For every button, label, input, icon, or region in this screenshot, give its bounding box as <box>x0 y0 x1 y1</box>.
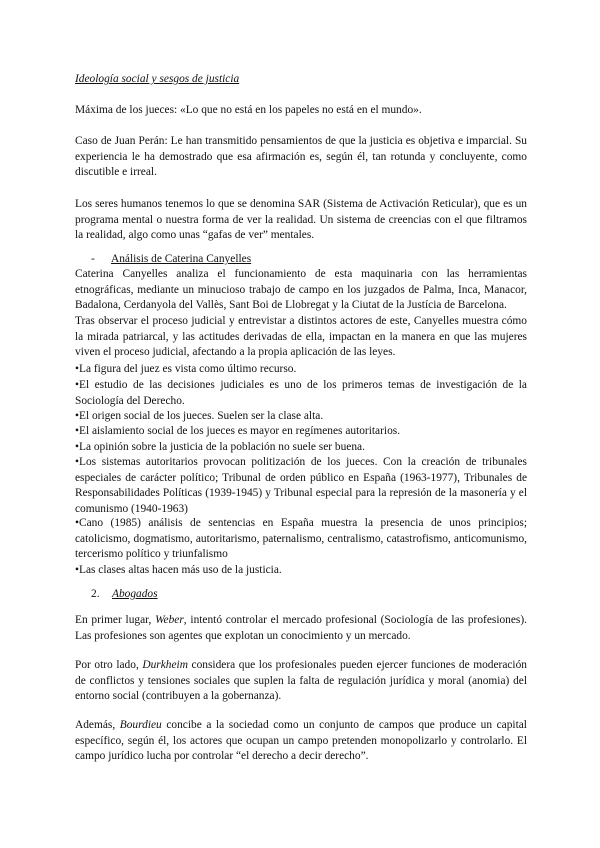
bourdieu-name: Bourdieu <box>119 719 162 731</box>
bullet-item-2: •El estudio de las decisiones judiciales es uno de los primeros temas de investigación de la Sociología del Derecho. <box>75 379 527 407</box>
section2-number: 2. <box>91 588 100 600</box>
bullet-item-5: •La opinión sobre la justicia de la población no suele ser buena. <box>75 441 365 453</box>
bourdieu-paragraph <box>75 718 527 765</box>
durkheim-text-before: Por otro lado, <box>75 659 143 671</box>
canyelles-paragraph-1: Caterina Canyelles analiza el funcionamiento de esta maquinaria con las herramientas etnográficas, mediante un minucioso trabajo de campo en los juzgados de Palma, Inca, Manacor, Badalona, Cerdanyola del Vallès, Sant Boi de Llobregat y la Ciutat de la Justícia de Barcelona. <box>75 268 527 312</box>
bullet-item-6: •Los sistemas autoritarios provocan politización de los jueces. Con la creación de tribunales especiales de carácter político; Tribunal de orden público en España (1963-1977), Tribunales de Responsabilidades Políticas (1939-1945) y Tribunal especial para la represión de la masonería y el comunismo (1940-1963) <box>75 456 527 515</box>
weber-paragraph <box>75 613 527 644</box>
bullet-item-7: •Cano (1985) análisis de sentencias en España muestra la presencia de unos principios; catolicismo, dogmatismo, autoritarismo, paternalismo, centralismo, catastrofismo, anticomunismo, tercerismo político y triunfalismo <box>75 517 527 561</box>
section1-bullet: - <box>91 253 95 265</box>
section2-heading: Abogados <box>112 588 158 600</box>
weber-name: Weber <box>155 614 184 626</box>
canyelles-paragraph-2: Tras observar el proceso judicial y entrevistar a distintos actores de este, Canyelles muestra cómo la mirada patriarcal, y las actitudes derivadas de ella, impactan en la manera en que las mujeres viven el proceso judicial, afectando a la propia aplicación de las leyes. <box>75 315 527 359</box>
durkheim-text-after: considera que los profesionales pueden ejercer funciones de moderación de conflictos y tensiones sociales que suplen la falta de regulación jurídica y moral (anomia) del entorno social (contribuyen a la gobernanza). <box>75 659 527 703</box>
bullet-item-1: •La figura del juez es vista como último recurso. <box>75 363 297 375</box>
document-title: Ideología social y sesgos de justicia <box>75 73 240 85</box>
bourdieu-text-after: concibe a la sociedad como un conjunto de campos que produce un capital específico, según él, los actores que ocupan un campo pretenden monopolizarlo y controlarlo. El campo jurídico lucha por controlar “el derecho a decir derecho”. <box>75 719 527 763</box>
sar-paragraph: Los seres humanos tenemos lo que se denomina SAR (Sistema de Activación Reticular), que es un programa mental o nuestra forma de ver la realidad. Un sistema de creencias con el que filtramos la realidad, algo como unas “gafas de ver” mentales. <box>75 198 527 242</box>
durkheim-paragraph <box>75 658 527 705</box>
weber-text-before: En primer lugar, <box>75 614 156 626</box>
weber-text-after: , intentó controlar el mercado profesional (Sociología de las profesiones). Las profesiones son agentes que explotan un conocimiento y un mercado. <box>75 614 528 642</box>
bullet-item-3: •El origen social de los jueces. Suelen ser la clase alta. <box>75 410 324 422</box>
case-paragraph: Caso de Juan Perán: Le han transmitido pensamientos de que la justicia es objetiva e imparcial. Su experiencia le ha demostrado que esa afirmación es, según él, tan rotunda y concluyente, como discutible e irreal. <box>75 135 527 179</box>
maxim-paragraph: Máxima de los jueces: «Lo que no está en los papeles no está en el mundo». <box>75 104 422 116</box>
bullet-item-4: •El aislamiento social de los jueces es mayor en regímenes autoritarios. <box>75 425 401 437</box>
bullet-item-8: •Las clases altas hacen más uso de la justicia. <box>75 564 282 576</box>
bourdieu-text-before: Además, <box>75 719 120 731</box>
section1-heading: Análisis de Caterina Canyelles <box>111 253 252 265</box>
durkheim-name: Durkheim <box>142 659 188 671</box>
